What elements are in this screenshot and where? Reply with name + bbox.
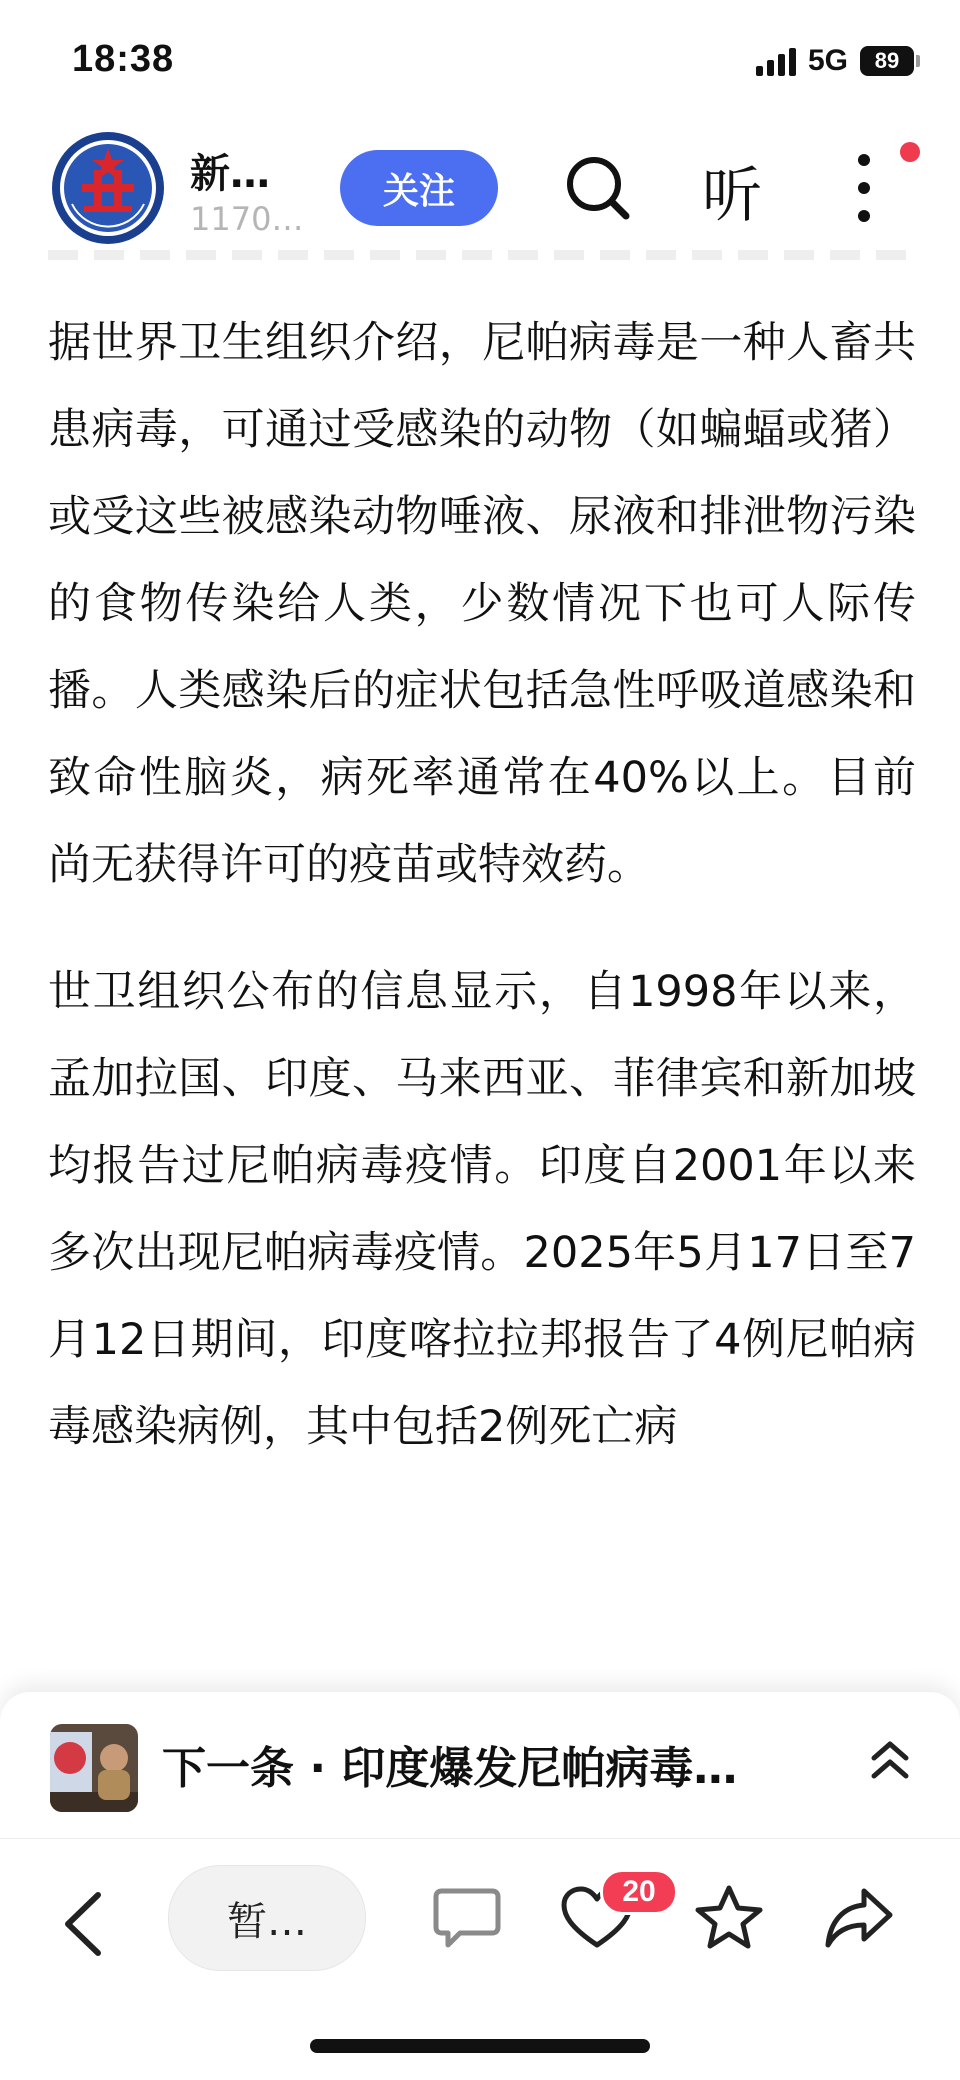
star-icon [692, 1883, 766, 1953]
listen-button[interactable]: 听 [702, 161, 762, 231]
search-button[interactable] [562, 152, 634, 224]
share-button[interactable] [822, 1883, 896, 1953]
source-follower-count: 1170… [190, 200, 304, 238]
like-count-badge: 20 [600, 1869, 678, 1915]
home-indicator[interactable] [310, 2039, 650, 2053]
double-chevron-up-icon [868, 1736, 912, 1786]
source-name[interactable]: 新… [190, 151, 270, 197]
bottom-action-bar [0, 1838, 960, 2080]
next-article-title: 下一条 · 印度爆发尼帕病毒… [162, 1743, 738, 1794]
status-indicators [756, 44, 920, 78]
article-paragraph: 世卫组织公布的信息显示，自1998年以来，孟加拉国、印度、马来西亚、菲律宾和新加坡均报告过尼帕病毒疫情。印度自2001年以来多次出现尼帕病毒疫情。2025年5月17日至7月12日期间，印度喀拉拉邦报告了4例尼帕病毒感染病例，其中包括2例死亡病 [48, 967, 916, 1452]
back-button[interactable] [56, 1889, 112, 1959]
article-body [48, 300, 916, 1511]
next-article-card[interactable] [0, 1692, 960, 1838]
notification-dot [900, 142, 920, 162]
article-header [0, 120, 960, 250]
battery-level: 89 [860, 46, 914, 76]
status-bar [0, 0, 960, 120]
comment-bubble-icon [430, 1883, 504, 1953]
source-avatar[interactable] [50, 130, 166, 246]
battery-icon [860, 46, 920, 76]
more-vertical-icon [858, 154, 870, 166]
chevron-left-icon [56, 1889, 112, 1959]
network-type: 5G [807, 44, 848, 77]
article-paragraph: 据世界卫生组织介绍，尼帕病毒是一种人畜共患病毒，可通过受感染的动物（如蝙蝠或猪）或受这些被感染动物唾液、尿液和排泄物污染的食物传染给人类，少数情况下也可人际传播。人类感染后的症状包括急性呼吸道感染和致命性脑炎，病死率通常在40%以上。目前尚无获得许可的疫苗或特效药。 [48, 318, 916, 890]
signal-icon [756, 46, 796, 76]
xinhua-logo-icon [50, 130, 166, 246]
more-button[interactable] [850, 150, 878, 226]
favorite-button[interactable] [692, 1883, 766, 1953]
share-arrow-icon [822, 1883, 896, 1953]
comment-input[interactable]: 暂… [168, 1865, 366, 1971]
collapse-button[interactable] [868, 1736, 912, 1786]
search-icon [562, 152, 634, 224]
status-time: 18:38 [72, 38, 175, 80]
follow-button[interactable]: 关注 [340, 150, 498, 226]
next-article-thumbnail [50, 1724, 138, 1812]
comment-button[interactable] [430, 1883, 504, 1953]
